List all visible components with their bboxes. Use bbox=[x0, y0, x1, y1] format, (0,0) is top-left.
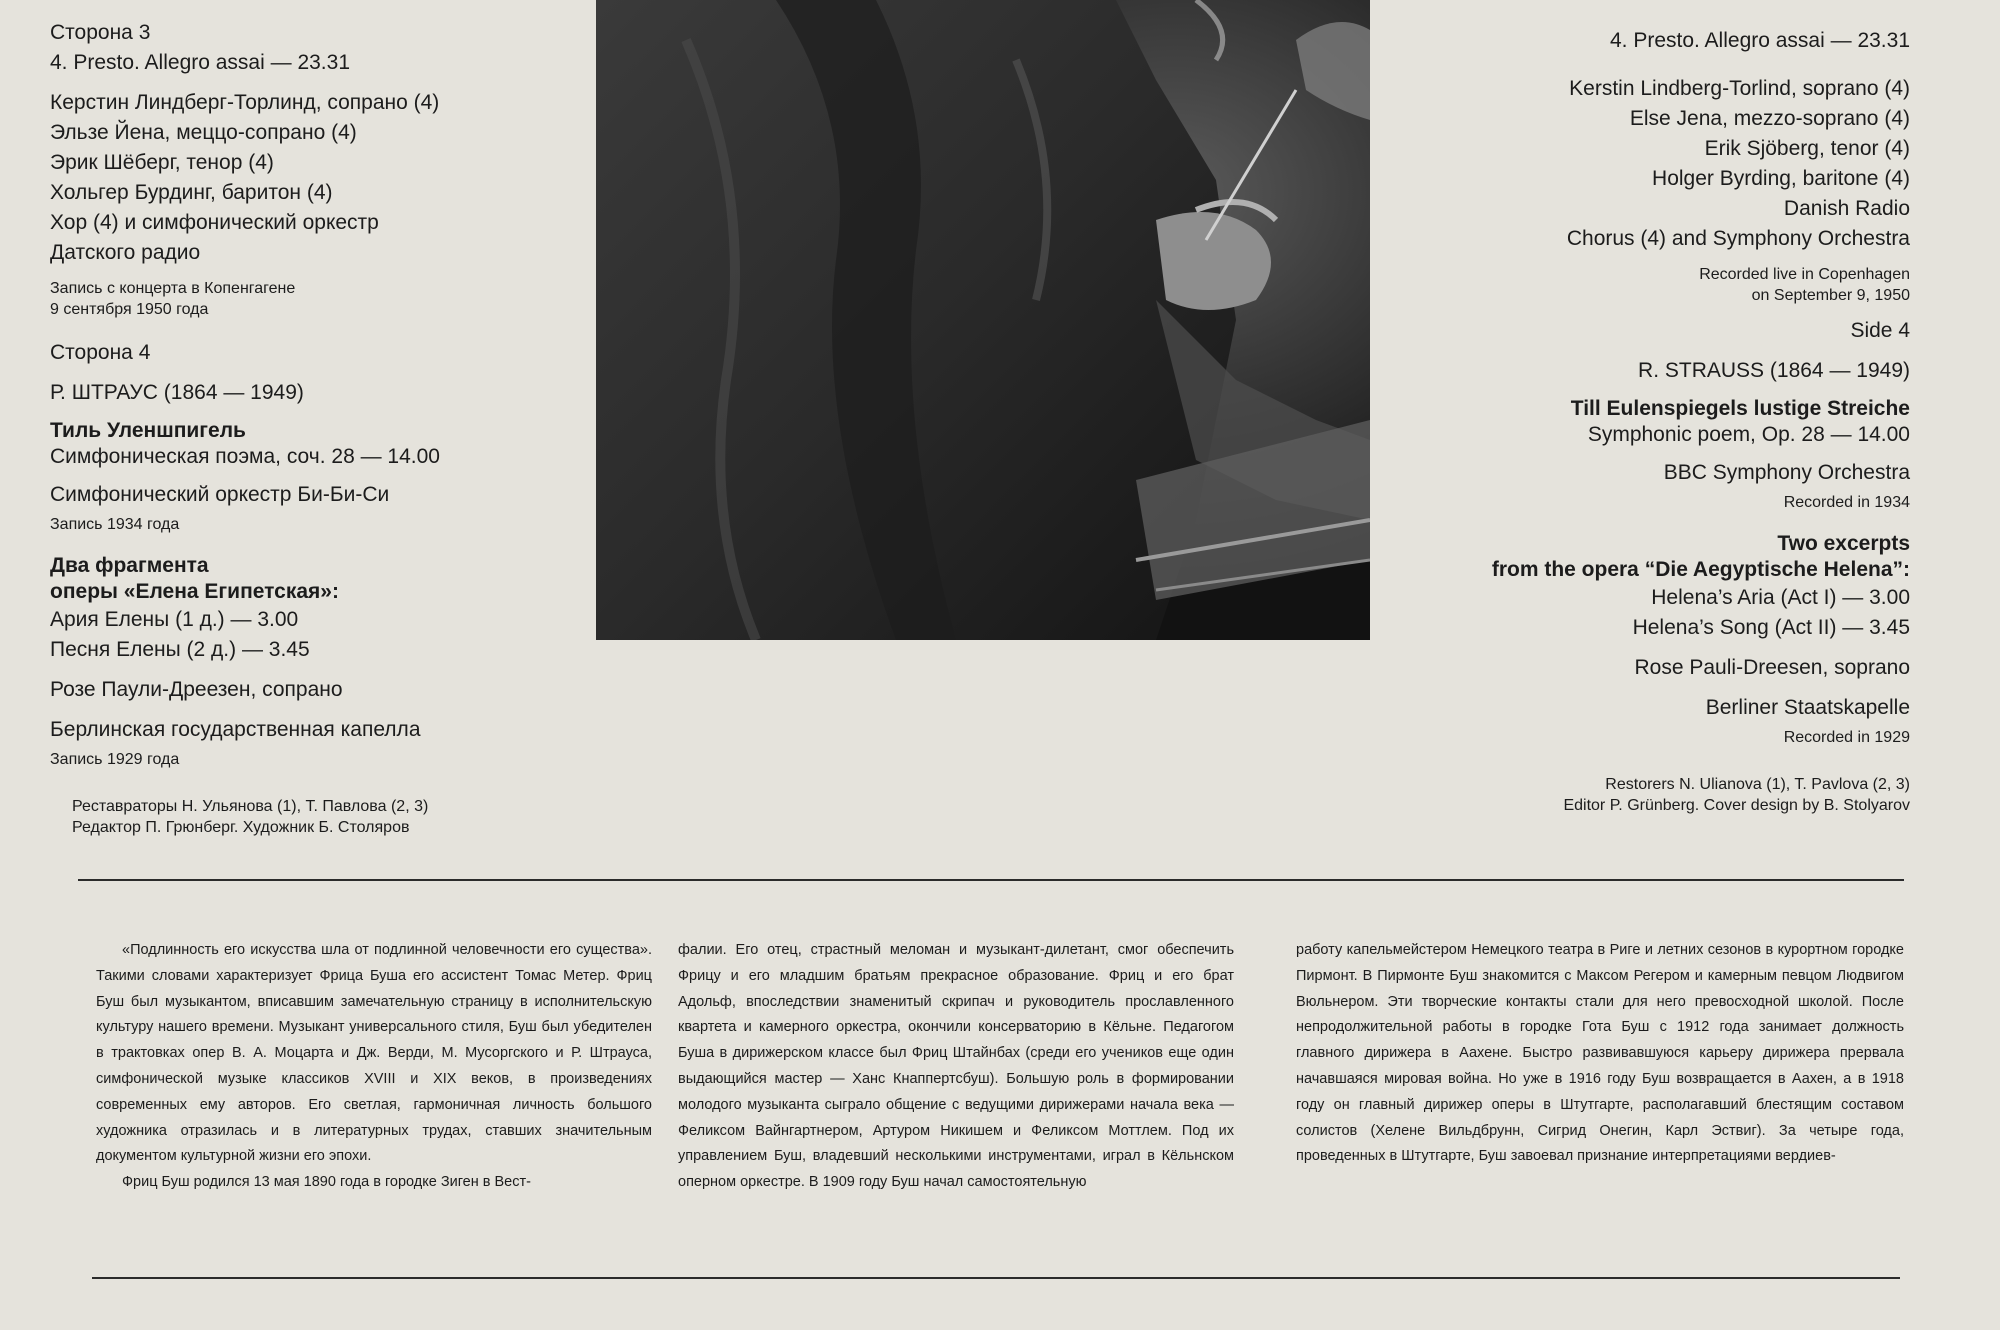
work-subtitle: Симфоническая поэма, соч. 28 — 14.00 bbox=[50, 445, 440, 468]
side3-heading: Сторона 3 bbox=[50, 21, 151, 44]
recording-note: Recorded in 1934 bbox=[1783, 494, 1910, 511]
article-column-1 bbox=[96, 938, 652, 1196]
track-title: Песня Елены (2 д.) — 3.45 bbox=[50, 638, 310, 661]
work-subtitle: Symphonic poem, Op. 28 — 14.00 bbox=[1587, 423, 1910, 446]
soloist: Керстин Линдберг-Торлинд, сопрано (4) bbox=[50, 91, 440, 114]
composer-heading: Р. ШТРАУС (1864 — 1949) bbox=[50, 381, 304, 404]
recording-note: 9 сентября 1950 года bbox=[50, 301, 209, 318]
recording-note: on September 9, 1950 bbox=[1751, 287, 1910, 304]
movement-title: 4. Presto. Allegro assai — 23.31 bbox=[50, 51, 350, 74]
recording-note: Запись 1934 года bbox=[50, 516, 180, 533]
orchestra: Симфонический оркестр Би-Би-Си bbox=[50, 483, 390, 506]
orchestra: BBC Symphony Orchestra bbox=[1663, 461, 1910, 484]
work-title: Тиль Уленшпигель bbox=[50, 419, 246, 442]
orchestra: Berliner Staatskapelle bbox=[1705, 696, 1910, 719]
recording-note: Запись с концерта в Копенгагене bbox=[50, 280, 296, 297]
divider-rule-bottom bbox=[92, 1277, 1900, 1279]
recording-note: Запись 1929 года bbox=[50, 751, 180, 768]
article-paragraph: фалии. Его отец, страстный меломан и музыкант-дилетант, смог обеспечить Фрицу и его младшим братьям прекрасное образование. Фриц и его брат Адольф, впоследствии знаменитый скрипач и руководитель прославленного квартета и камерного оркестра, окончили консерваторию в Кёльне. Педагогом Буша в дирижерском классе был Фриц Штайнбах (среди его учеников еще один выдающийся мастер — Ханс Кнаппертсбуш). Большую роль в формировании молодого музыканта сыграло общение с ведущими дирижерами начала века — Феликсом Вайнгартнером, Артуром Никишем и Феликсом Моттлем. Под их управлением Буш, владевший несколькими инструментами, играл в Кёльнском оперном оркестре. В 1909 году Буш начал самостоятельную bbox=[678, 942, 1234, 1191]
side4-heading: Сторона 4 bbox=[50, 341, 151, 364]
chorus-line: Датского радио bbox=[50, 241, 201, 264]
excerpts-title: Two excerpts bbox=[1777, 532, 1910, 555]
soloist: Эльзе Йена, меццо-сопрано (4) bbox=[50, 121, 357, 144]
article-column-3 bbox=[1296, 938, 1904, 1170]
article-paragraph: работу капельмейстером Немецкого театра в Риге и летних сезонов в курортном городке Пирмонт. В Пирмонте Буш знакомится с Максом Регером и камерным певцом Людвигом Вюльнером. Эти творческие контакты стали для него превосходной школой. После непродолжительной работы в городке Гота Буш с 1912 года занимает должность главного дирижера в Аахене. Быстро развивавшуюся карьеру дирижера прервала начавшаяся мировая война. Но уже в 1916 году Буш возвращается в Аахен, а в 1918 году он главный дирижер оперы в Штутгарте, располагавший блестящим составом солистов (Хелене Вильдбрунн, Сигрид Онегин, Карл Эствиг). За четыре года, проведенных в Штутгарте, Буш завоевал признание интерпретациями вердиев- bbox=[1296, 942, 1904, 1165]
conductor-photo bbox=[596, 0, 1370, 640]
credits-line: Editor P. Grünberg. Cover design by B. Stolyarov bbox=[1563, 797, 1910, 814]
soloist: Else Jena, mezzo-soprano (4) bbox=[1629, 107, 1910, 130]
soloist: Хольгер Бурдинг, баритон (4) bbox=[50, 181, 333, 204]
article-column-2 bbox=[678, 938, 1234, 1196]
english-tracklist bbox=[1380, 18, 1910, 816]
conductor-photo-graphic bbox=[596, 0, 1370, 640]
soloist: Эрик Шёберг, тенор (4) bbox=[50, 151, 274, 174]
excerpts-title: from the opera “Die Aegyptische Helena”: bbox=[1491, 558, 1910, 581]
track-title: Helena’s Aria (Act I) — 3.00 bbox=[1651, 586, 1910, 609]
work-title: Till Eulenspiegels lustige Streiche bbox=[1570, 397, 1910, 420]
chorus-line: Chorus (4) and Symphony Orchestra bbox=[1566, 227, 1910, 250]
soloist: Розе Паули-Дреезен, сопрано bbox=[50, 678, 343, 701]
credits-line: Редактор П. Грюнберг. Художник Б. Столяров bbox=[72, 819, 410, 836]
side4-heading: Side 4 bbox=[1850, 319, 1910, 342]
recording-note: Recorded live in Copenhagen bbox=[1699, 266, 1910, 283]
recording-note: Recorded in 1929 bbox=[1783, 729, 1910, 746]
orchestra: Берлинская государственная капелла bbox=[50, 718, 421, 741]
credits-line: Restorers N. Ulianova (1), T. Pavlova (2, 3) bbox=[1605, 776, 1910, 793]
russian-tracklist bbox=[50, 18, 570, 838]
article-paragraph: Фриц Буш родился 13 мая 1890 года в городке Зиген в Вест- bbox=[122, 1174, 531, 1191]
track-title: Helena’s Song (Act II) — 3.45 bbox=[1632, 616, 1910, 639]
chorus-line: Danish Radio bbox=[1783, 197, 1910, 220]
chorus-line: Хор (4) и симфонический оркестр bbox=[50, 211, 379, 234]
article-paragraph: «Подлинность его искусства шла от подлинной человечности его существа». Такими словами характеризует Фрица Буша его ассистент Томас Метер. Фриц Буш был музыкантом, вписавшим замечательную страницу в исполнительскую культуру нашего времени. Музыкант универсального стиля, Буш был убедителен в трактовках опер В. А. Моцарта и Дж. Верди, М. Мусоргского и Р. Штрауса, симфонической музыке классиков XVIII и XIX веков, в произведениях современных ему авторов. Его светлая, гармоничная личность большого художника отразилась и в литературных трудах, ставших значительным документом культурной жизни его эпохи. bbox=[96, 942, 652, 1165]
composer-heading: R. STRAUSS (1864 — 1949) bbox=[1638, 359, 1910, 382]
soloist: Rose Pauli-Dreesen, soprano bbox=[1634, 656, 1910, 679]
movement-title: 4. Presto. Allegro assai — 23.31 bbox=[1610, 29, 1910, 52]
track-title: Ария Елены (1 д.) — 3.00 bbox=[50, 608, 299, 631]
soloist: Erik Sjöberg, tenor (4) bbox=[1704, 137, 1910, 160]
divider-rule-top bbox=[78, 879, 1904, 881]
soloist: Kerstin Lindberg-Torlind, soprano (4) bbox=[1569, 77, 1910, 100]
excerpts-title: Два фрагмента bbox=[50, 554, 209, 577]
excerpts-title: оперы «Елена Египетская»: bbox=[50, 580, 339, 603]
credits-line: Реставраторы Н. Ульянова (1), Т. Павлова (2, 3) bbox=[72, 798, 429, 815]
soloist: Holger Byrding, baritone (4) bbox=[1652, 167, 1910, 190]
